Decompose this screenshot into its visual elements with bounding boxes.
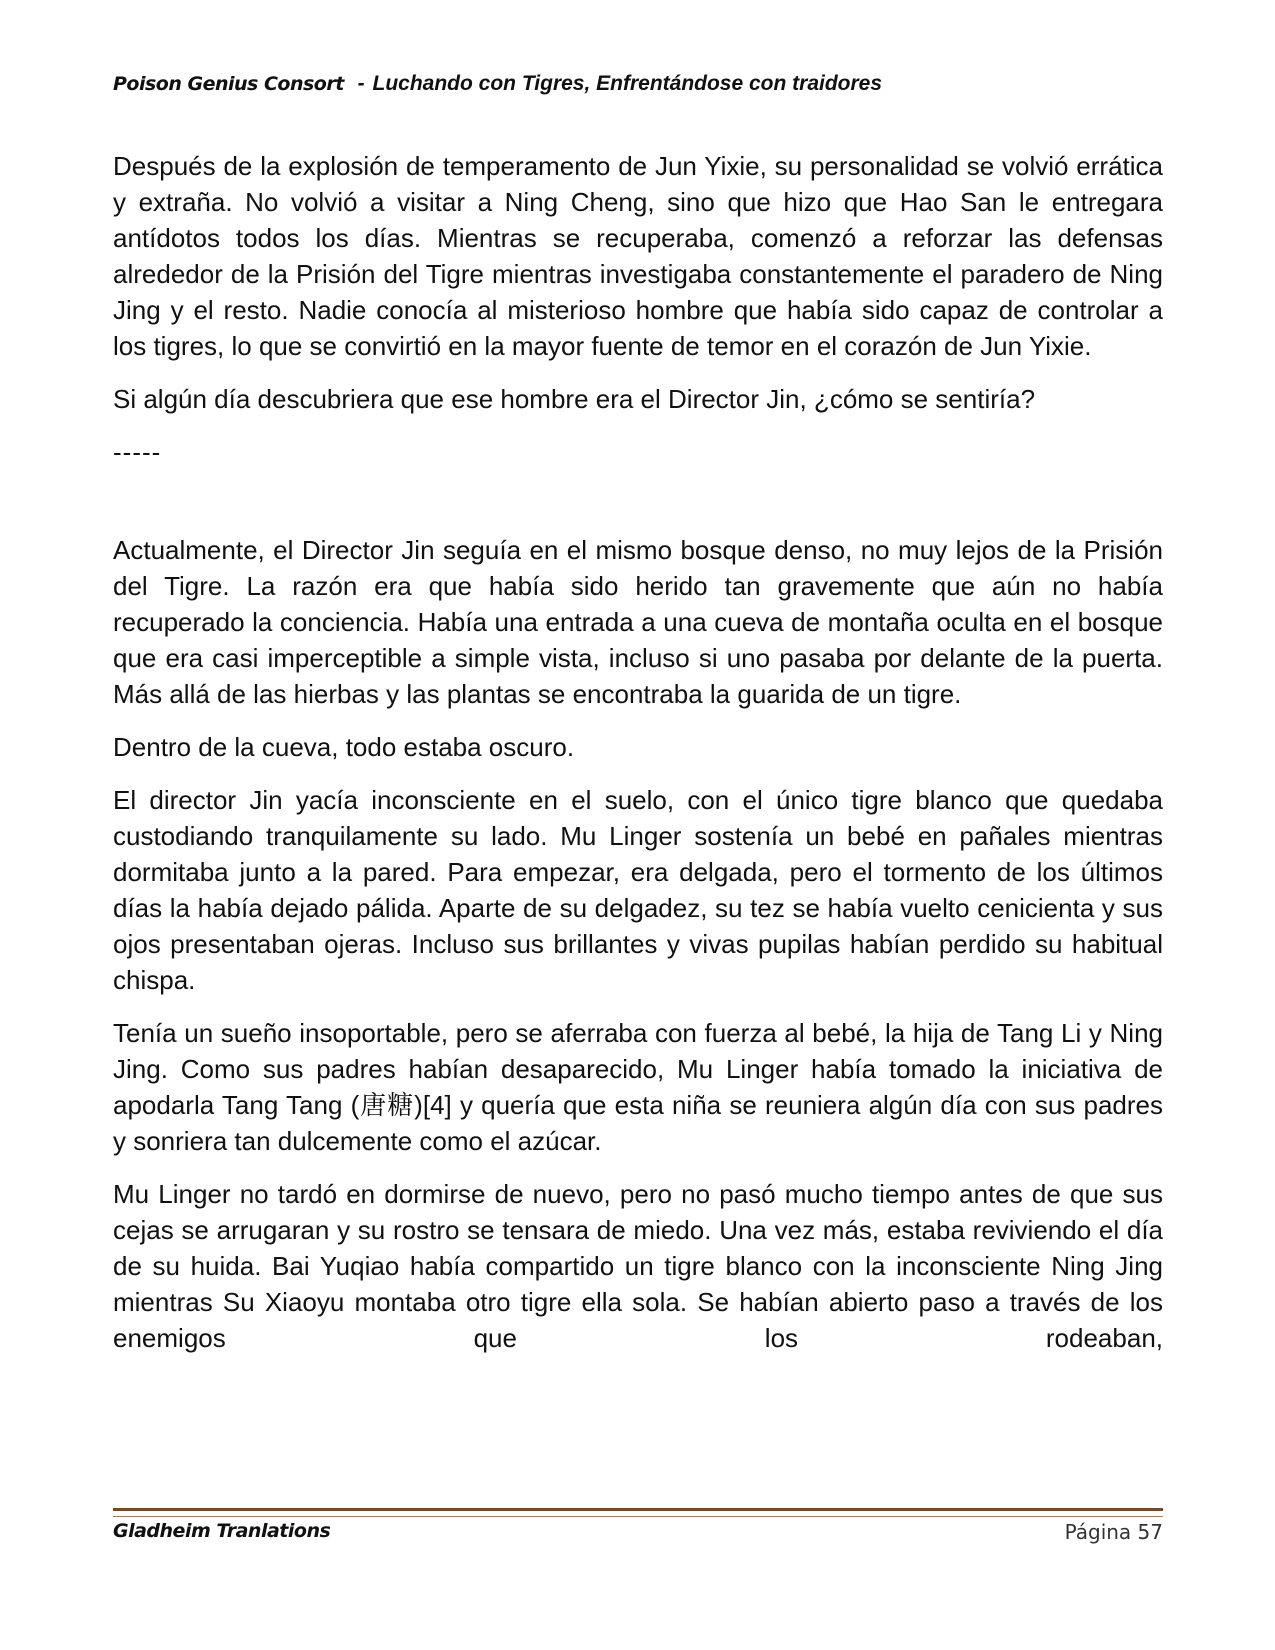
section-divider: ----- bbox=[113, 437, 162, 467]
paragraph-4: Dentro de la cueva, todo estaba oscuro. bbox=[113, 732, 575, 762]
paragraph-5: El director Jin yacía inconsciente en el suelo, con el único tigre blanco que quedaba custodiando tranquilamente su lado. Mu Linger sostenía un bebé en pañales mientras dormitaba junto a la pared. Para empezar, era delgada, pero el tormento de los últimos días la había dejado pálida. Aparte de su delgadez, su tez se había vuelto cenicienta y sus ojos presentaban ojeras. Incluso sus brillantes y vivas pupilas habían perdido su habitual chispa. bbox=[113, 785, 1163, 995]
footer-rule bbox=[113, 1508, 1163, 1517]
paragraph-6: Tenía un sueño insoportable, pero se aferraba con fuerza al bebé, la hija de Tang Li y Ning Jing. Como sus padres habían desaparecido, Mu Linger había tomado la iniciativa de apodarla Tang Tang (唐糖)[4] y quería que esta niña se reuniera algún día con sus padres y sonriera tan dulcemente como el azúcar. bbox=[113, 1018, 1163, 1156]
header-separator: - bbox=[357, 72, 365, 95]
book-title: Poison Genius Consort bbox=[113, 73, 344, 95]
chapter-title: Luchando con Tigres, Enfrentándose con traidores bbox=[372, 72, 883, 95]
paragraph-7: Mu Linger no tardó en dormirse de nuevo, pero no pasó mucho tiempo antes de que sus cejas se arrugaran y su rostro se tensara de miedo. Una vez más, estaba reviviendo el día de su huida. Bai Yuqiao había compartido un tigre blanco con la inconsciente Ning Jing mientras Su Xiaoyu montaba otro tigre ella sola. Se habían abierto paso a través de los enemigos que los rodeaban, bbox=[113, 1179, 1163, 1353]
page-number: Página 57 bbox=[1064, 1520, 1163, 1544]
paragraph-3: Actualmente, el Director Jin seguía en el mismo bosque denso, no muy lejos de la Prisión del Tigre. La razón era que había sido herido tan gravemente que aún no había recuperado la conciencia. Había una entrada a una cueva de montaña oculta en el bosque que era casi imperceptible a simple vista, incluso si uno pasaba por delante de la puerta. Más allá de las hierbas y las plantas se encontraba la guarida de un tigre. bbox=[113, 535, 1163, 709]
paragraph-1: Después de la explosión de temperamento de Jun Yixie, su personalidad se volvió errática y extraña. No volvió a visitar a Ning Cheng, sino que hizo que Hao San le entregara antídotos todos los días. Mientras se recuperaba, comenzó a reforzar las defensas alrededor de la Prisión del Tigre mientras investigaba constantemente el paradero de Ning Jing y el resto. Nadie conocía al misterioso hombre que había sido capaz de controlar a los tigres, lo que se convirtió en la mayor fuente de temor en el corazón de Jun Yixie. bbox=[113, 151, 1163, 361]
publisher-name: Gladheim Tranlations bbox=[113, 1520, 331, 1542]
page-body bbox=[113, 148, 1163, 1373]
paragraph-2: Si algún día descubriera que ese hombre era el Director Jin, ¿cómo se sentiría? bbox=[113, 384, 1036, 414]
running-header bbox=[113, 72, 1163, 96]
